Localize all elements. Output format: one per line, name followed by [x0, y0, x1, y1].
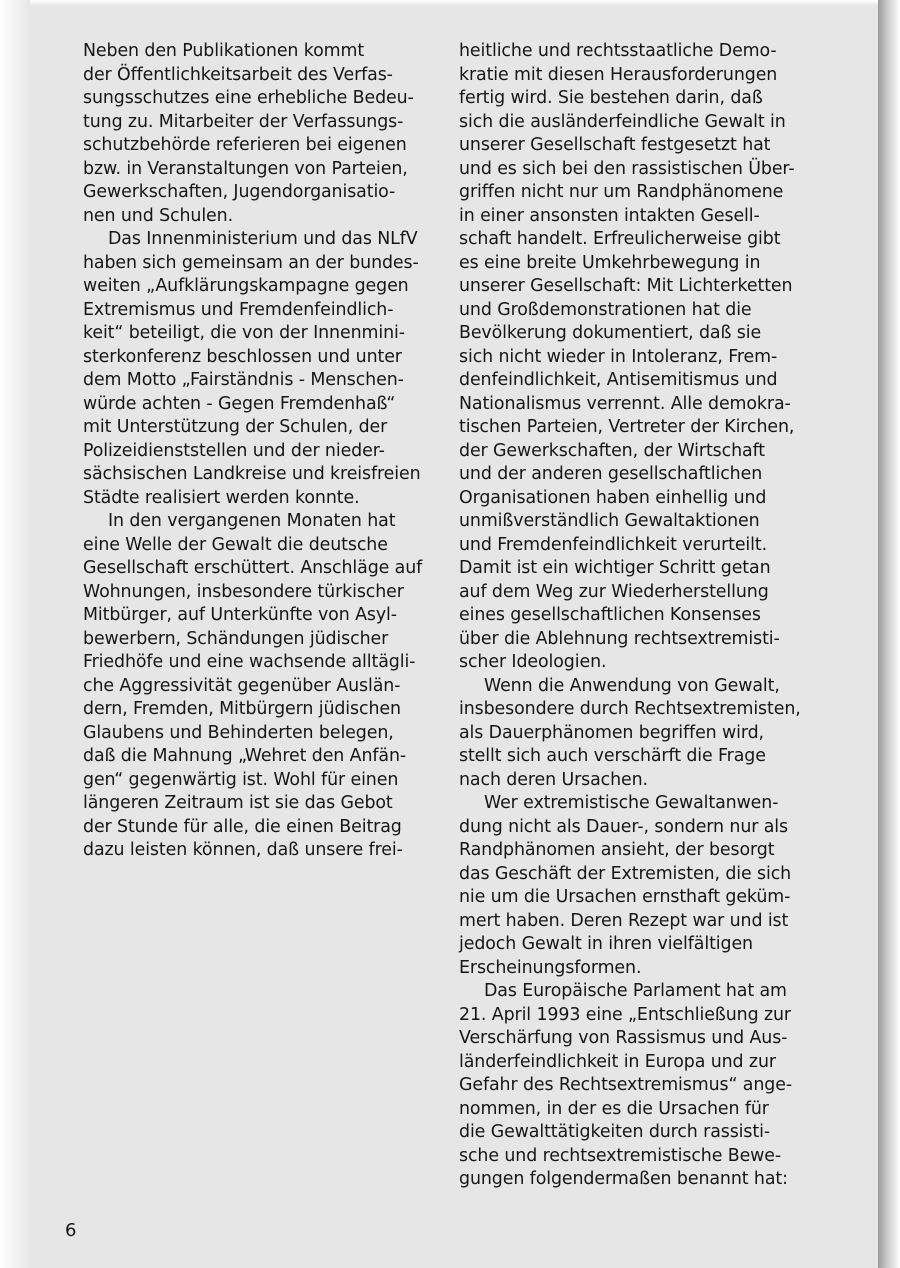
text-line: es eine breite Umkehrbewegung in — [459, 252, 761, 273]
text-line: jedoch Gewalt in ihren vielfältigen — [459, 934, 753, 954]
text-line: Städte realisiert werden konnte. — [83, 487, 360, 508]
text-line: Extremismus und Fremdenfeindlich- — [83, 299, 394, 320]
text-line: Das Innenministerium und das NLfV — [108, 229, 418, 249]
text-line: längeren Zeitraum ist sie das Gebot — [83, 793, 393, 813]
text-line: der Stunde für alle, die einen Beitrag — [83, 816, 402, 837]
text-line: bewerbern, Schändungen jüdischer — [83, 628, 389, 649]
text-line: mit Unterstützung der Schulen, der — [83, 417, 388, 437]
text-line: weiten „Aufklärungskampagne gegen — [83, 276, 409, 296]
text-line: Damit ist ein wichtiger Schritt getan — [459, 558, 771, 578]
page-number: 6 — [65, 1220, 77, 1241]
text-line: sich die ausländerfeindliche Gewalt in — [459, 111, 786, 132]
text-line: Glaubens und Behinderten belegen, — [83, 722, 394, 743]
text-line: das Geschäft der Extremisten, die sich — [459, 863, 792, 884]
text-line: nen und Schulen. — [83, 205, 234, 226]
text-line: sterkonferenz beschlossen und unter — [83, 346, 402, 367]
text-line: haben sich gemeinsam an der bundes- — [83, 252, 419, 273]
text-line: Polizeidienststellen und der nieder- — [83, 440, 385, 461]
text-line: gungen folgendermaßen benannt hat: — [459, 1169, 788, 1189]
text-line: Erscheinungsformen. — [459, 957, 642, 978]
text-line: daß die Mahnung „Wehret den Anfän- — [83, 746, 407, 766]
text-line: insbesondere durch Rechtsextremisten, — [459, 699, 801, 719]
text-line: sich nicht wieder in Intoleranz, Frem- — [459, 346, 778, 367]
text-line: unserer Gesellschaft festgesetzt hat — [459, 135, 771, 155]
text-line: schaft handelt. Erfreulicherweise gibt — [459, 229, 781, 249]
text-line: che Aggressivität gegenüber Auslän- — [83, 675, 401, 696]
text-line: bzw. in Veranstaltungen von Parteien, — [83, 158, 408, 179]
text-line: eine Welle der Gewalt die deutsche — [83, 534, 388, 555]
text-line: und Fremdenfeindlichkeit verurteilt. — [459, 534, 768, 555]
text-line: denfeindlichkeit, Antisemitismus und — [459, 370, 778, 390]
text-line: sche und rechtsextremistische Bewe- — [459, 1145, 782, 1166]
text-line: Gefahr des Rechtsextremismus“ ange- — [459, 1075, 793, 1095]
text-line: Nationalismus verrennt. Alle demokra- — [459, 393, 791, 414]
text-line: dem Motto „Fairständnis - Menschen- — [83, 370, 404, 390]
text-line: kratie mit diesen Herausforderungen — [459, 64, 778, 85]
text-line: dern, Fremden, Mitbürgern jüdischen — [83, 699, 401, 719]
text-line: dung nicht als Dauer-, sondern nur als — [459, 816, 788, 837]
text-line: und der anderen gesellschaftlichen — [459, 464, 763, 484]
scan-left-edge — [0, 0, 30, 1268]
text-line: Gesellschaft erschüttert. Anschläge auf — [83, 558, 423, 578]
text-line: tung zu. Mitarbeiter der Verfassungs- — [83, 111, 404, 132]
text-line: Das Europäische Parlament hat am — [484, 981, 787, 1001]
text-line: als Dauerphänomen begriffen wird, — [459, 722, 764, 743]
text-line: Wer extremistische Gewaltanwen- — [484, 793, 779, 813]
text-line: die Gewalttätigkeiten durch rassisti- — [459, 1122, 771, 1142]
text-line: In den vergangenen Monaten hat — [108, 511, 396, 531]
text-line: eines gesellschaftlichen Konsenses — [459, 605, 761, 625]
text-line: nie um die Ursachen ernsthaft geküm- — [459, 887, 791, 907]
text-line: unserer Gesellschaft: Mit Lichterketten — [459, 276, 793, 296]
text-line: griffen nicht nur um Randphänomene — [459, 182, 784, 202]
text-line: über die Ablehnung rechtsextremisti- — [459, 628, 780, 649]
text-line: der Öffentlichkeitsarbeit des Verfas- — [83, 64, 393, 85]
text-line: 21. April 1993 eine „Entschließung zur — [459, 1004, 791, 1025]
text-line: Organisationen haben einhellig und — [459, 487, 767, 508]
text-line: tischen Parteien, Vertreter der Kirchen, — [459, 417, 795, 437]
text-line: und es sich bei den rassistischen Über- — [459, 158, 795, 179]
text-line: schutzbehörde referieren bei eigenen — [83, 135, 407, 155]
text-line: würde achten - Gegen Fremdenhaß“ — [83, 393, 396, 414]
text-line: Wohnungen, insbesondere türkischer — [83, 581, 404, 602]
text-line: in einer ansonsten intakten Gesell- — [459, 205, 760, 226]
text-line: Gewerkschaften, Jugendorganisatio- — [83, 182, 396, 202]
text-line: sächsischen Landkreise und kreisfreien — [83, 464, 421, 484]
text-line: Verschärfung von Rassismus und Aus- — [459, 1028, 788, 1048]
text-line: fertig wird. Sie bestehen darin, daß — [459, 88, 763, 108]
text-line: stellt sich auch verschärft die Frage — [459, 746, 766, 766]
text-line: scher Ideologien. — [459, 652, 607, 672]
text-line: Friedhöfe und eine wachsende alltägli- — [83, 652, 416, 672]
text-line: Neben den Publikationen kommt — [83, 41, 365, 61]
text-line: dazu leisten können, daß unsere frei- — [83, 840, 403, 860]
text-line: gen“ gegenwärtig ist. Wohl für einen — [83, 769, 399, 790]
right-text-column — [459, 40, 809, 1192]
text-line: Bevölkerung dokumentiert, daß sie — [459, 323, 762, 343]
text-line: sungsschutzes eine erhebliche Bedeu- — [83, 88, 414, 108]
scan-right-edge — [878, 0, 900, 1268]
text-line: und Großdemonstrationen hat die — [459, 299, 752, 320]
scan-top-edge — [0, 0, 900, 6]
text-line: auf dem Weg zur Wiederherstellung — [459, 581, 769, 602]
text-line: der Gewerkschaften, der Wirtschaft — [459, 440, 766, 461]
text-line: nommen, in der es die Ursachen für — [459, 1098, 769, 1119]
text-line: unmißverständlich Gewaltaktionen — [459, 511, 760, 531]
left-text-column — [83, 40, 431, 863]
text-line: länderfeindlichkeit in Europa und zur — [459, 1051, 776, 1072]
text-line: nach deren Ursachen. — [459, 769, 648, 790]
text-line: keit“ beteiligt, die von der Innenmini- — [83, 323, 405, 343]
text-line: Randphänomen ansieht, der besorgt — [459, 840, 775, 860]
text-line: Wenn die Anwendung von Gewalt, — [484, 675, 780, 696]
text-line: mert haben. Deren Rezept war und ist — [459, 910, 789, 931]
text-line: heitliche und rechtsstaatliche Demo- — [459, 41, 777, 61]
text-line: Mitbürger, auf Unterkünfte von Asyl- — [83, 605, 397, 625]
